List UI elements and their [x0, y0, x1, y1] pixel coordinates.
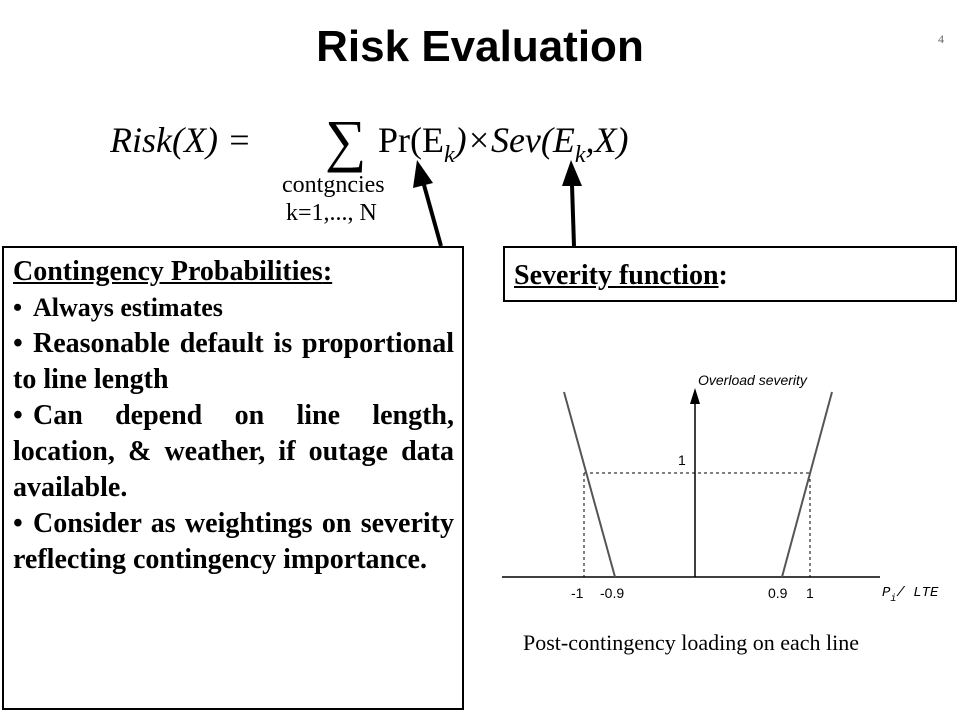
arrow-severity — [572, 185, 574, 246]
severity-function-box: Severity function: — [503, 246, 957, 302]
x-tick-09: 0.9 — [768, 585, 788, 601]
arrowhead-probability — [413, 160, 433, 188]
formula-pr: Pr(E — [378, 120, 444, 160]
contingency-bullets — [13, 290, 454, 578]
sum-under-1: contgncies — [282, 172, 385, 198]
contingency-heading: Contingency Probabilities: — [13, 256, 333, 287]
x-tick-1: 1 — [806, 585, 814, 601]
severity-right-branch — [782, 392, 832, 577]
bullet-item: • Can depend on line length, location, & weather, if outage data available. — [13, 400, 454, 503]
bullet-item: • Always estimates — [13, 293, 223, 322]
graph-caption: Post-contingency loading on each line — [523, 630, 860, 655]
severity-left-branch — [564, 392, 615, 577]
formula-sub-k-1: k — [444, 142, 455, 168]
formula-tail: ,X) — [585, 120, 629, 160]
x-axis-label: $P_i/$ LTE — [882, 585, 939, 605]
x-tick-neg09: -0.9 — [600, 585, 625, 601]
severity-graph — [480, 360, 960, 620]
y-tick-one: 1 — [678, 452, 686, 468]
arrows — [0, 0, 960, 260]
x-tick-neg1: -1 — [571, 585, 584, 601]
arrow-probability — [424, 185, 441, 246]
contingency-probabilities-box — [2, 246, 464, 710]
bullet-item: • Reasonable default is proportional to line length — [13, 328, 454, 395]
formula-sub-k-2: k — [574, 142, 586, 168]
sum-under-2: k=1,..., N — [286, 200, 377, 226]
formula-lhs: Risk(X) = — [110, 120, 252, 160]
bullet-item: • Consider as weightings on severity reflecting contingency importance. — [13, 508, 454, 575]
sum-sigma: ∑ — [325, 108, 367, 173]
slide-title: Risk Evaluation — [316, 22, 644, 71]
formula-times: )×Sev(E — [454, 120, 575, 160]
y-axis-label: Overload severity — [698, 372, 807, 388]
y-axis-arrow — [690, 388, 700, 404]
slide-number: 4 — [938, 32, 944, 46]
severity-heading: Severity function — [514, 260, 719, 291]
arrowhead-severity — [562, 160, 582, 186]
